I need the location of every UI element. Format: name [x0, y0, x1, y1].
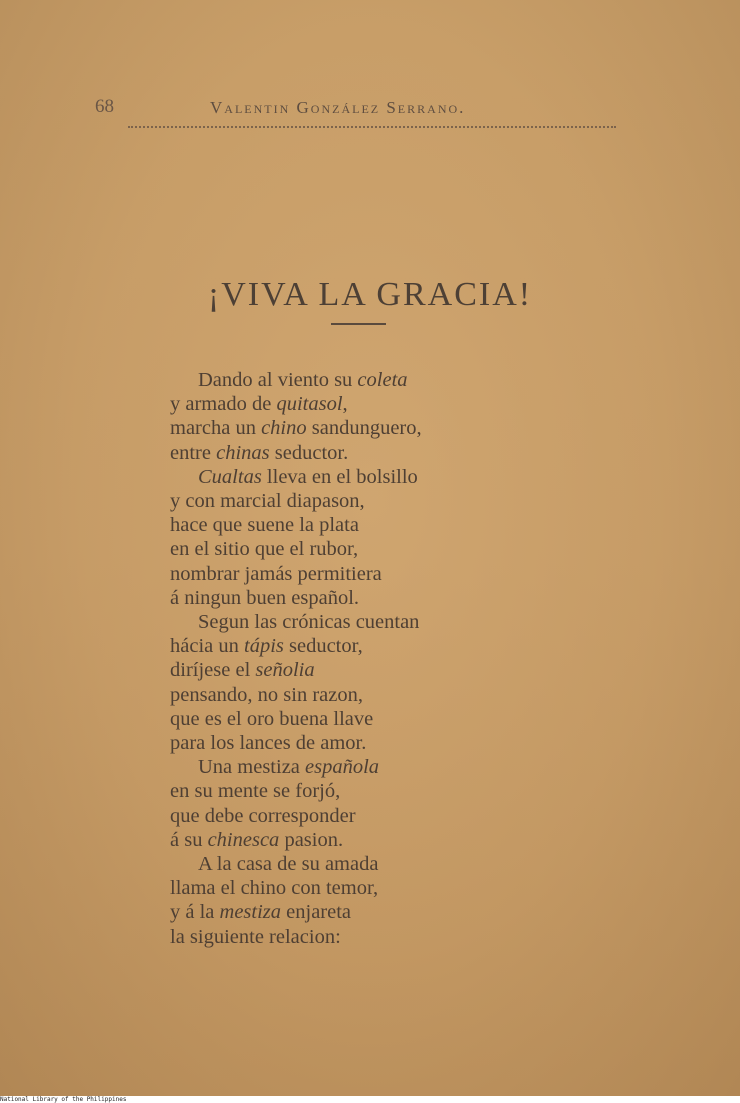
poem-line — [170, 562, 590, 586]
poem-text: pensando, no sin razon, — [170, 683, 363, 706]
poem-text: y á la — [170, 901, 220, 924]
poem-line — [170, 368, 590, 392]
poem-line — [170, 683, 590, 707]
poem-line — [170, 779, 590, 803]
title-rule — [331, 323, 386, 325]
poem-line — [170, 755, 590, 779]
poem-text: seductor, — [283, 635, 363, 658]
italic-word: chinas — [216, 441, 270, 464]
italic-word: mestiza — [219, 901, 282, 924]
poem-text: seductor. — [269, 441, 349, 464]
footer-credit: National Library of the Philippines — [0, 1096, 127, 1103]
poem-text: que debe corresponder — [170, 804, 356, 827]
poem-text: , — [342, 393, 348, 416]
poem-text: en su mente se forjó, — [170, 780, 341, 803]
italic-word: española — [305, 756, 380, 779]
poem-line — [170, 416, 590, 440]
poem-text: la siguiente relacion: — [170, 925, 341, 948]
poem-text: nombrar jamás permitiera — [170, 562, 382, 585]
poem-text: á ningun buen español. — [170, 586, 360, 609]
running-head: Valentin González Serrano. — [210, 98, 466, 117]
poem-text: y con marcial diapason, — [170, 490, 365, 513]
poem-text: Una mestiza — [198, 756, 306, 779]
poem-line — [170, 658, 590, 682]
poem-line — [170, 489, 590, 513]
poem-text: Segun las crónicas cuentan — [198, 611, 420, 634]
poem-line — [170, 707, 590, 731]
poem-text: á su — [170, 828, 208, 851]
poem-line — [170, 513, 590, 537]
italic-word: chino — [261, 417, 307, 440]
italic-word: coleta — [357, 369, 408, 391]
poem-text: enjareta — [281, 901, 352, 924]
poem-line — [170, 804, 590, 828]
poem-text: Dando al viento su — [198, 369, 358, 391]
italic-word: tápis — [244, 635, 284, 658]
italic-word: quitasol — [276, 393, 343, 416]
italic-word: señolia — [255, 659, 315, 682]
poem-text: hace que suene la plata — [170, 514, 359, 537]
poem-line — [170, 537, 590, 561]
poem-line — [170, 731, 590, 755]
italic-word: Cualtas — [198, 465, 262, 488]
poem-line — [170, 852, 590, 876]
poem-line — [170, 925, 590, 949]
poem-line — [170, 876, 590, 900]
poem-text: A la casa de su amada — [198, 853, 379, 876]
poem-line — [170, 441, 590, 465]
italic-word: chinesca — [207, 828, 280, 851]
poem-title: ¡VIVA LA GRACIA! — [207, 276, 533, 313]
poem-line — [170, 900, 590, 924]
poem-line — [170, 392, 590, 416]
poem-text: llama el chino con temor, — [170, 877, 379, 900]
poem-text: que es el oro buena llave — [170, 707, 374, 730]
header-rule — [128, 126, 616, 132]
poem-line — [170, 828, 590, 852]
poem-text: hácia un — [170, 635, 244, 658]
page-number: 68 — [95, 96, 114, 117]
poem-line — [170, 610, 590, 634]
poem-text: y armado de — [170, 393, 277, 416]
poem-line — [170, 634, 590, 658]
poem-body — [170, 368, 590, 949]
poem-text: sandunguero, — [306, 417, 422, 440]
poem-text: pasion. — [279, 828, 344, 851]
poem-line — [170, 586, 590, 610]
poem-text: para los lances de amor. — [170, 732, 367, 755]
page-header — [0, 96, 740, 122]
poem-line — [170, 465, 590, 489]
poem-text: en el sitio que el rubor, — [170, 538, 359, 561]
poem-text: marcha un — [170, 417, 262, 440]
poem-text: entre — [170, 441, 217, 464]
poem-text: diríjese el — [170, 659, 256, 682]
poem-text: lleva en el bolsillo — [261, 465, 418, 488]
